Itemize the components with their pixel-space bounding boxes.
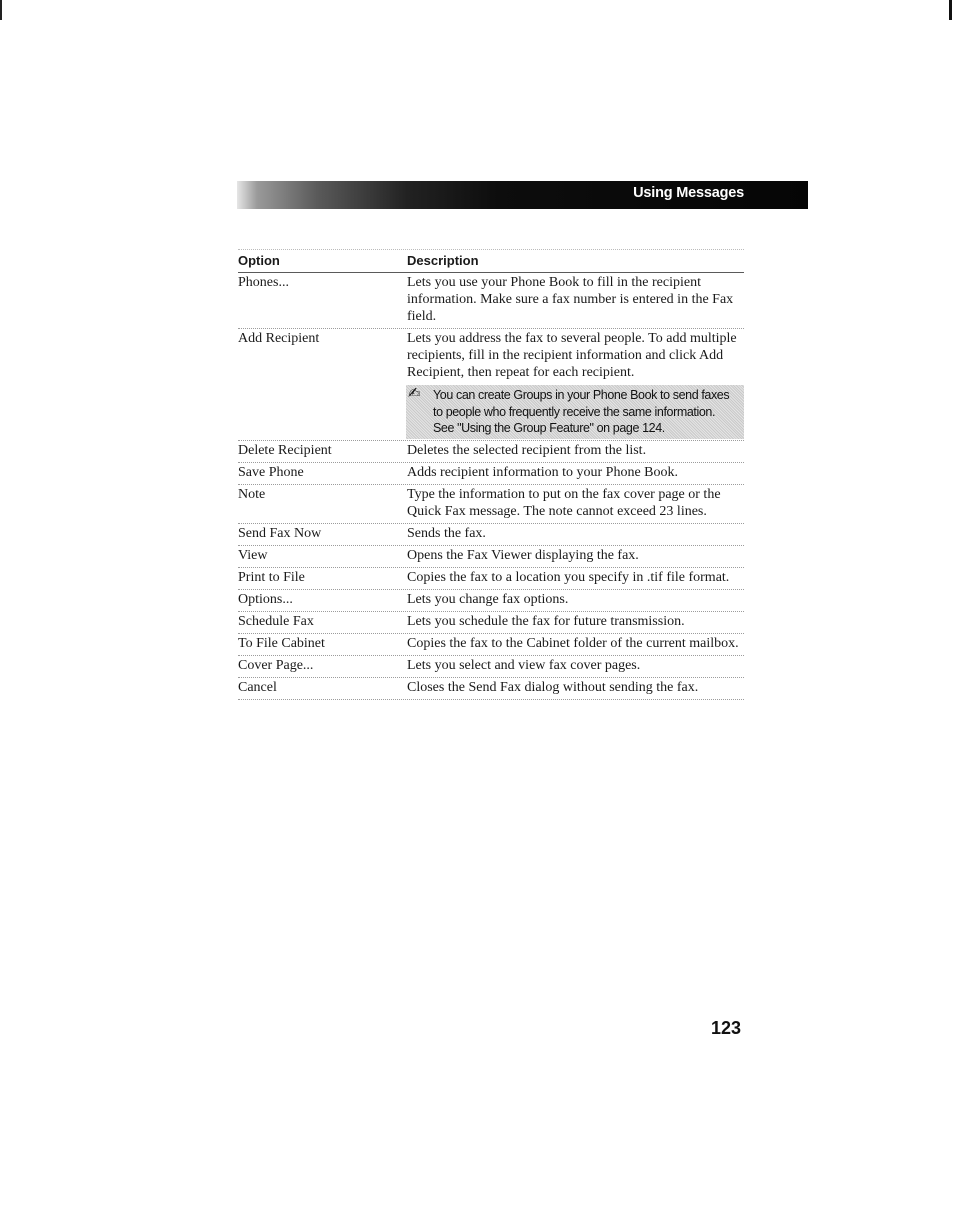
table-row — [238, 568, 744, 590]
table-row — [238, 329, 744, 441]
option-description: Deletes the selected recipient from the list. — [407, 442, 647, 458]
option-name: View — [238, 547, 268, 563]
scan-edge-mark-right — [949, 0, 952, 20]
tip-note-text: You can create Groups in your Phone Book to send faxes to people who frequently receive the same information. See "Using the Group Feature" on page 124. — [433, 388, 730, 435]
table-row — [238, 590, 744, 612]
option-name: Schedule Fax — [238, 613, 314, 629]
option-description: Sends the fax. — [407, 525, 486, 541]
option-name: Send Fax Now — [238, 525, 322, 541]
option-description: Lets you select and view fax cover pages. — [407, 657, 641, 673]
scan-edge-mark-left — [0, 0, 2, 20]
option-description: Opens the Fax Viewer displaying the fax. — [407, 547, 639, 563]
section-header-band — [237, 181, 808, 209]
table-row — [238, 656, 744, 678]
option-description: Lets you address the fax to several people. To add multiple recipients, fill in the recipient information and click Add Recipient, then repeat for each recipient. — [407, 331, 737, 380]
table-row — [238, 678, 744, 700]
column-header-description: Description — [407, 253, 479, 268]
table-row — [238, 485, 744, 524]
option-name: Save Phone — [238, 464, 304, 480]
option-name: Phones... — [238, 275, 289, 290]
option-name: Add Recipient — [238, 331, 320, 346]
option-name: Cancel — [238, 679, 277, 695]
tip-note — [406, 385, 744, 439]
table-row — [238, 612, 744, 634]
option-description: Copies the fax to a location you specify in .tif file format. — [407, 569, 730, 585]
table-header-row — [238, 249, 744, 273]
table-row — [238, 634, 744, 656]
option-name: Delete Recipient — [238, 442, 332, 458]
table-row — [238, 273, 744, 329]
option-description: Closes the Send Fax dialog without sending the fax. — [407, 679, 699, 695]
option-name: Options... — [238, 591, 293, 607]
option-name: Cover Page... — [238, 657, 314, 673]
option-name: Print to File — [238, 569, 305, 585]
table-row — [238, 524, 744, 546]
writing-hand-icon: ✍ — [408, 385, 421, 402]
option-description: Lets you use your Phone Book to fill in the recipient information. Make sure a fax number is entered in the Fax field. — [407, 275, 734, 324]
section-title: Using Messages — [633, 185, 744, 201]
table-row — [238, 463, 744, 485]
option-name: Note — [238, 486, 266, 502]
fax-options-table — [238, 249, 744, 700]
option-description: Lets you schedule the fax for future transmission. — [407, 613, 685, 629]
table-row — [238, 546, 744, 568]
column-header-option: Option — [238, 253, 280, 268]
option-name: To File Cabinet — [238, 635, 325, 651]
page-number: 123 — [711, 1018, 742, 1038]
option-description: Copies the fax to the Cabinet folder of the current mailbox. — [407, 635, 739, 651]
option-description: Lets you change fax options. — [407, 591, 569, 607]
option-description: Adds recipient information to your Phone Book. — [407, 464, 679, 480]
option-description-with-note — [407, 329, 744, 440]
table-row — [238, 441, 744, 463]
option-description: Type the information to put on the fax cover page or the Quick Fax message. The note cannot exceed 23 lines. — [407, 486, 721, 519]
